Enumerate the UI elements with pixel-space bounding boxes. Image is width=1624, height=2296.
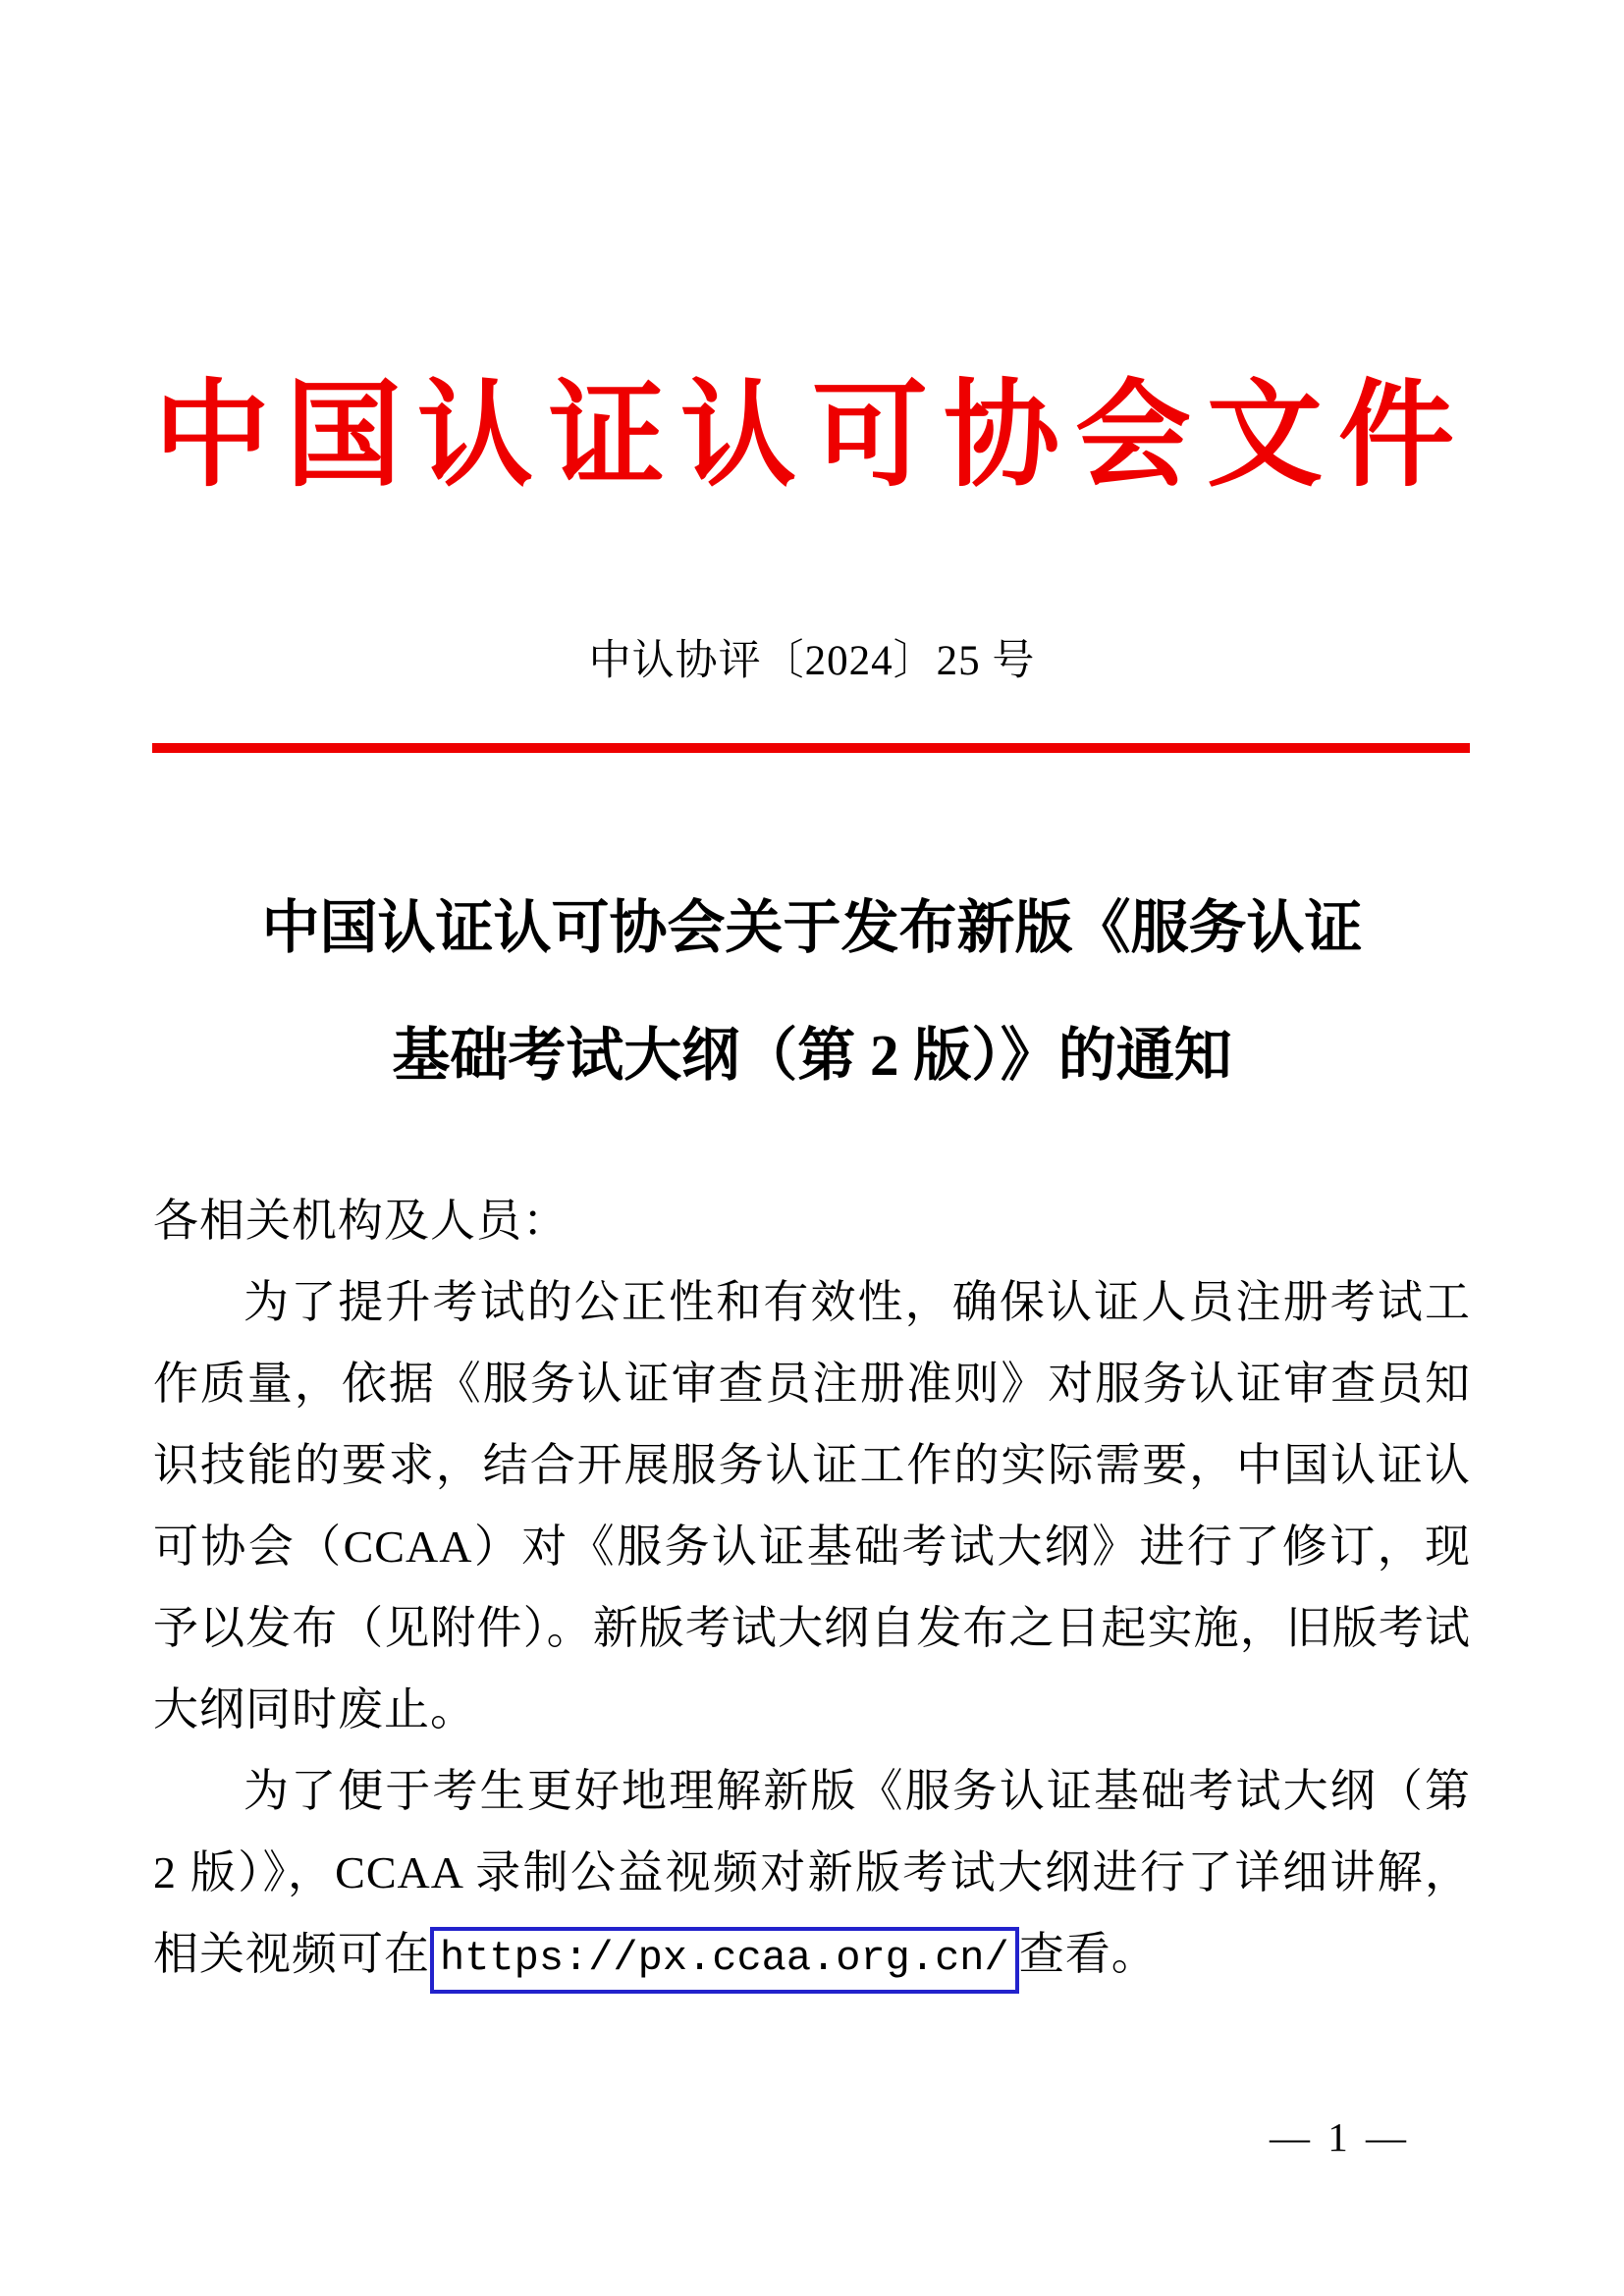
body-paragraph-2 — [153, 1750, 1471, 2000]
paragraph-2-text-before-link: 为了便于考生更好地理解新版《服务认证基础考试大纲（第 2 版）》，CCAA 录制公益视频对新版考试大纲进行了详细讲解，相关视频可在 — [153, 1766, 1471, 1979]
notice-title-line-1: 中国认证认可协会关于发布新版《服务认证 — [261, 895, 1363, 960]
page-number: — 1 — — [1270, 2114, 1410, 2160]
red-separator-line — [152, 743, 1470, 753]
notice-title-line-2: 基础考试大纲（第 2 版）》的通知 — [392, 1023, 1232, 1088]
notice-title — [0, 864, 1624, 1119]
paragraph-2-text-after-link: 查看。 — [1018, 1929, 1158, 1979]
training-site-link[interactable]: https://px.ccaa.org.cn/ — [430, 1927, 1019, 1994]
body-paragraph-1: 为了提升考试的公正性和有效性，确保认证人员注册考试工作质量，依据《服务认证审查员注册准则》对服务认证审查员知识技能的要求，结合开展服务认证工作的实际需要，中国认证认可协会（CCAA）对《服务认证基础考试大纲》进行了修订，现予以发布（见附件）。新版考试大纲自发布之日起实施，旧版考试大纲同时废止。 — [153, 1277, 1471, 1735]
document-body — [153, 1180, 1471, 2000]
document-number: 中认协评〔2024〕25 号 — [588, 638, 1036, 684]
document-header-title: 中国认证认可协会文件 — [153, 372, 1470, 501]
salutation: 各相关机构及人员： — [153, 1196, 568, 1246]
